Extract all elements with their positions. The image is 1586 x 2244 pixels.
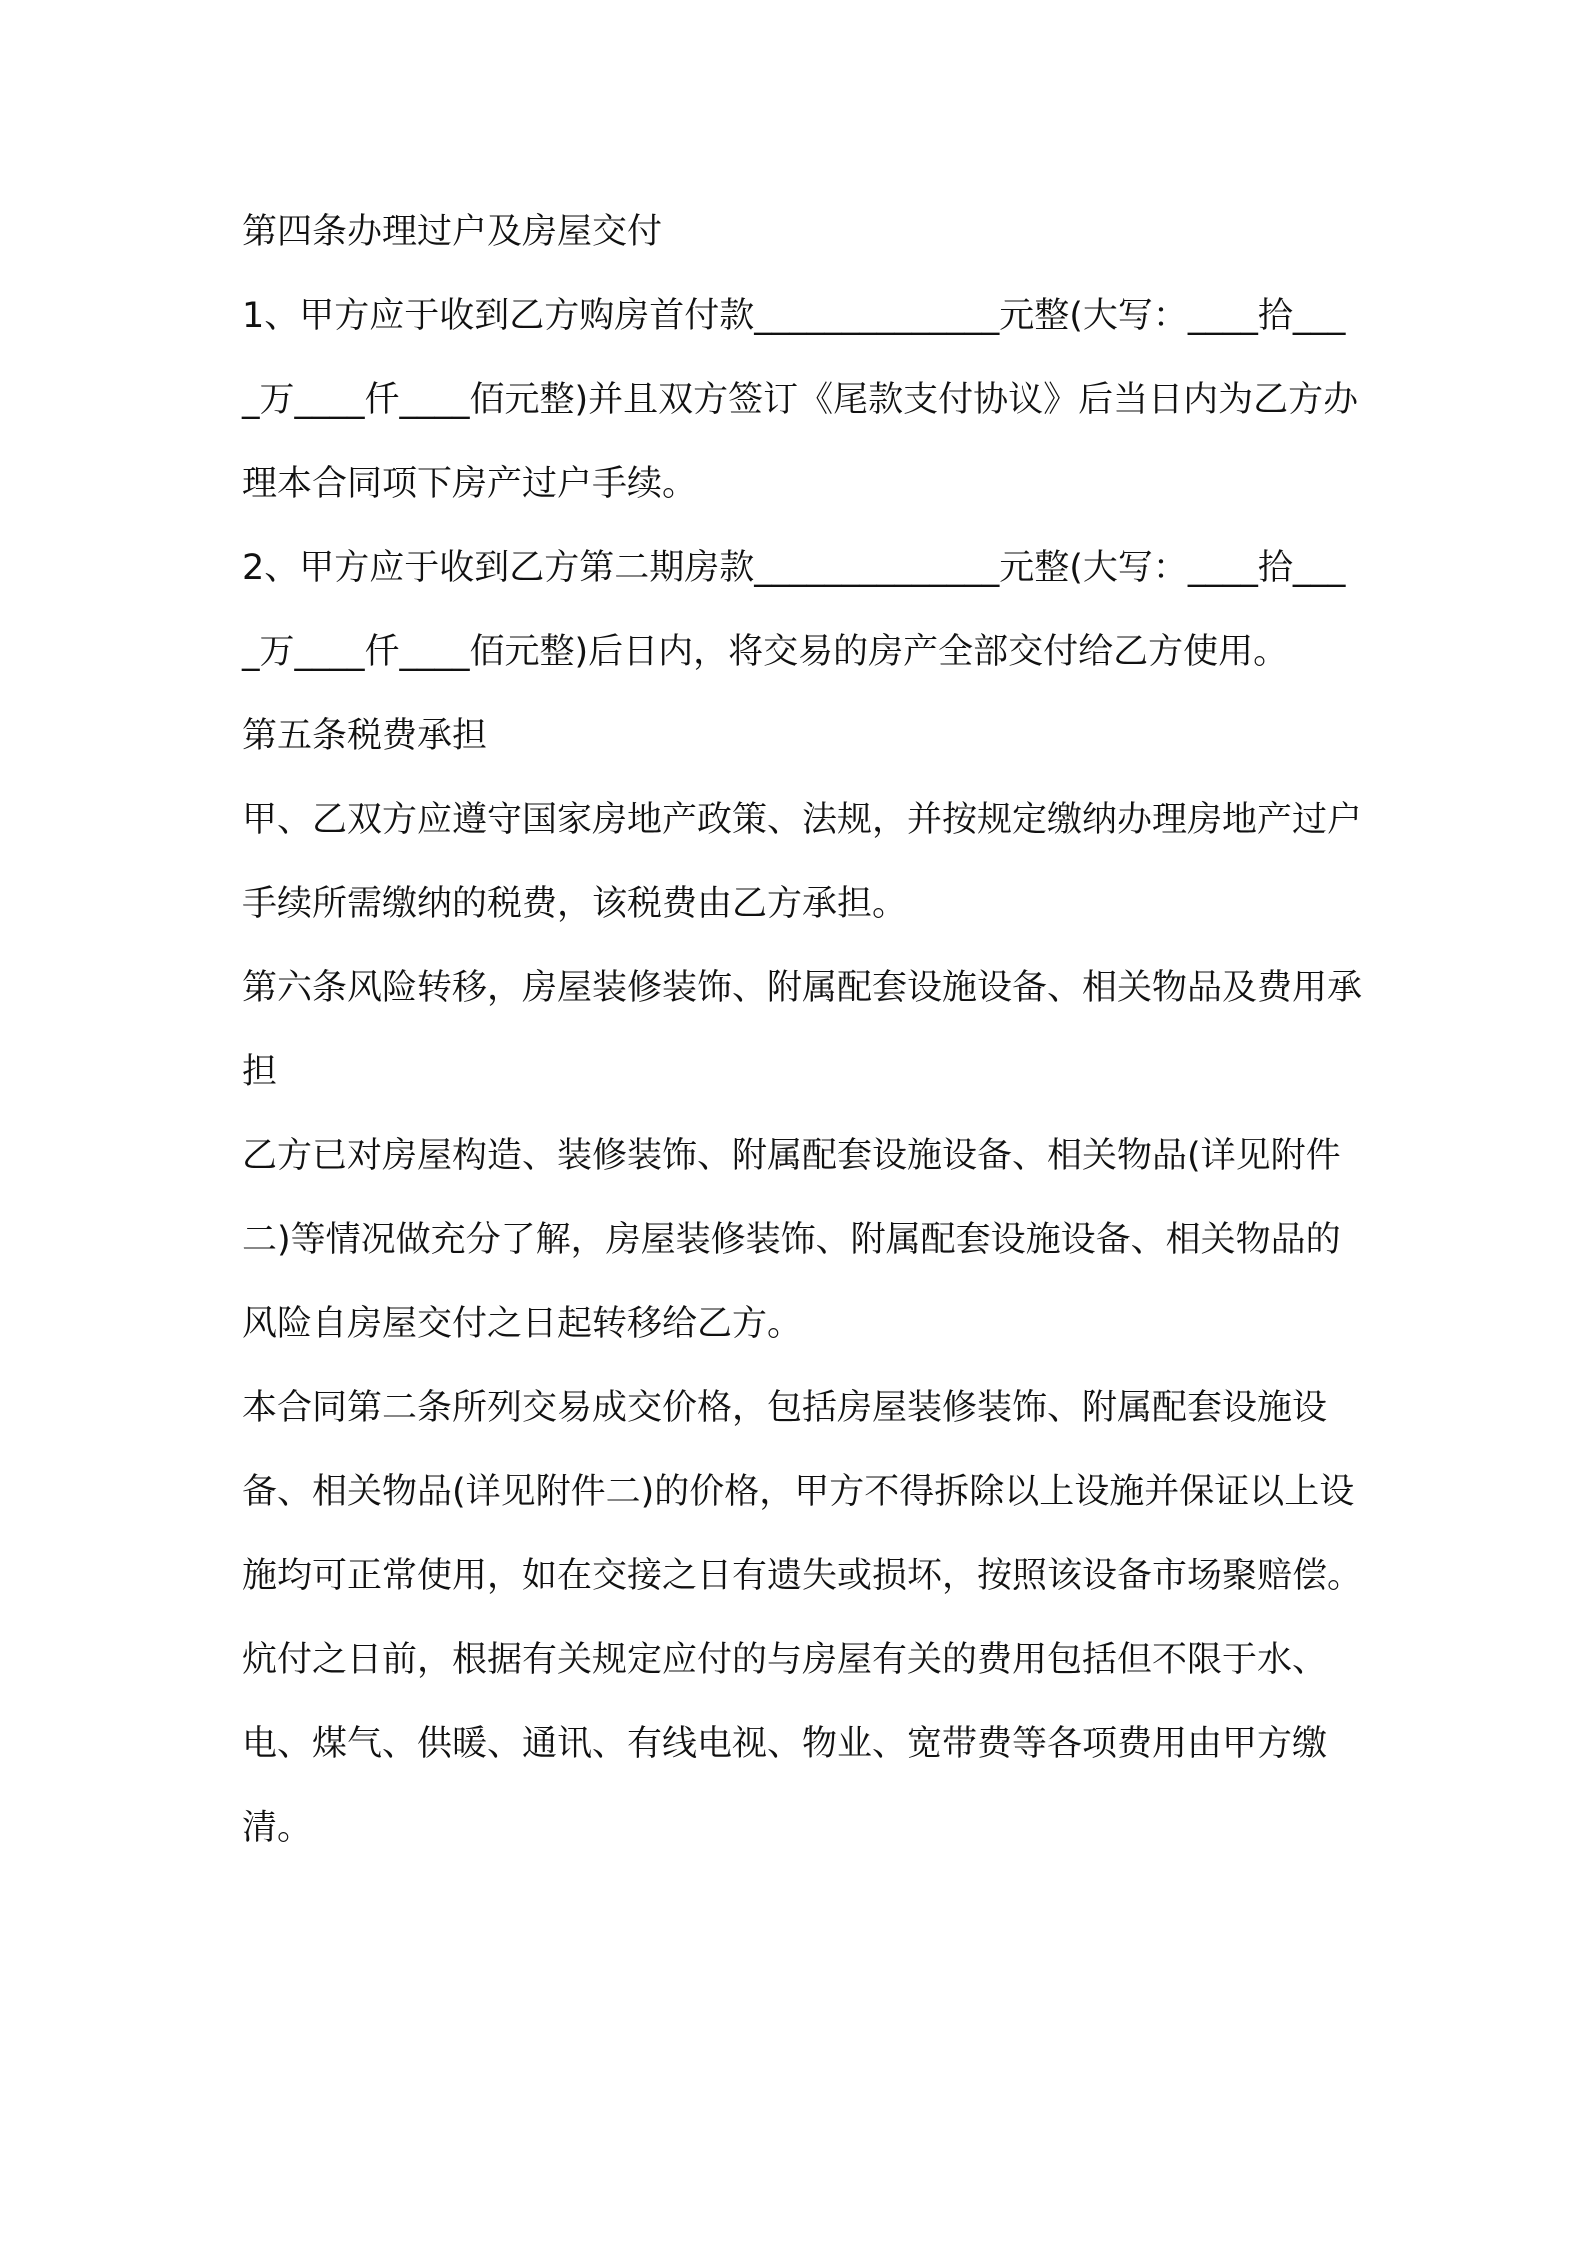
heading-article-4: 第四条办理过户及房屋交付 [242,212,663,252]
clause-4-1: 1、甲方应于收到乙方购房首付款______________元整(大写：____拾____万____仟____佰元整)并且双方签订《尾款支付协议》后当日内为乙方办理本合同项下房产过户手续。 [242,296,1359,504]
heading-article-6: 第六条风险转移，房屋装修装饰、附属配套设施设备、相关物品及费用承担 [242,968,1363,1092]
clause-6-body-1: 乙方已对房屋构造、装修装饰、附属配套设施设备、相关物品(详见附件二)等情况做充分了解，房屋装修装饰、附属配套设施设备、相关物品的风险自房屋交付之日起转移给乙方。 [242,1136,1341,1344]
heading-article-5: 第五条税费承担 [242,716,488,756]
document-body [242,190,1362,1870]
clause-6-body-2: 本合同第二条所列交易成交价格，包括房屋装修装饰、附属配套设施设备、相关物品(详见附件二)的价格，甲方不得拆除以上设施并保证以上设施均可正常使用，如在交接之日有遗失或损坏，按照该设备市场聚赔偿。 [242,1388,1363,1596]
clause-4-2: 2、甲方应于收到乙方第二期房款______________元整(大写：____拾____万____仟____佰元整)后日内，将交易的房产全部交付给乙方使用。 [242,548,1346,672]
clause-5-body: 甲、乙双方应遵守国家房地产政策、法规，并按规定缴纳办理房地产过户手续所需缴纳的税费，该税费由乙方承担。 [242,800,1363,924]
clause-6-body-3: 炕付之日前，根据有关规定应付的与房屋有关的费用包括但不限于水、电、煤气、供暖、通讯、有线电视、物业、宽带费等各项费用由甲方缴清。 [242,1640,1328,1848]
